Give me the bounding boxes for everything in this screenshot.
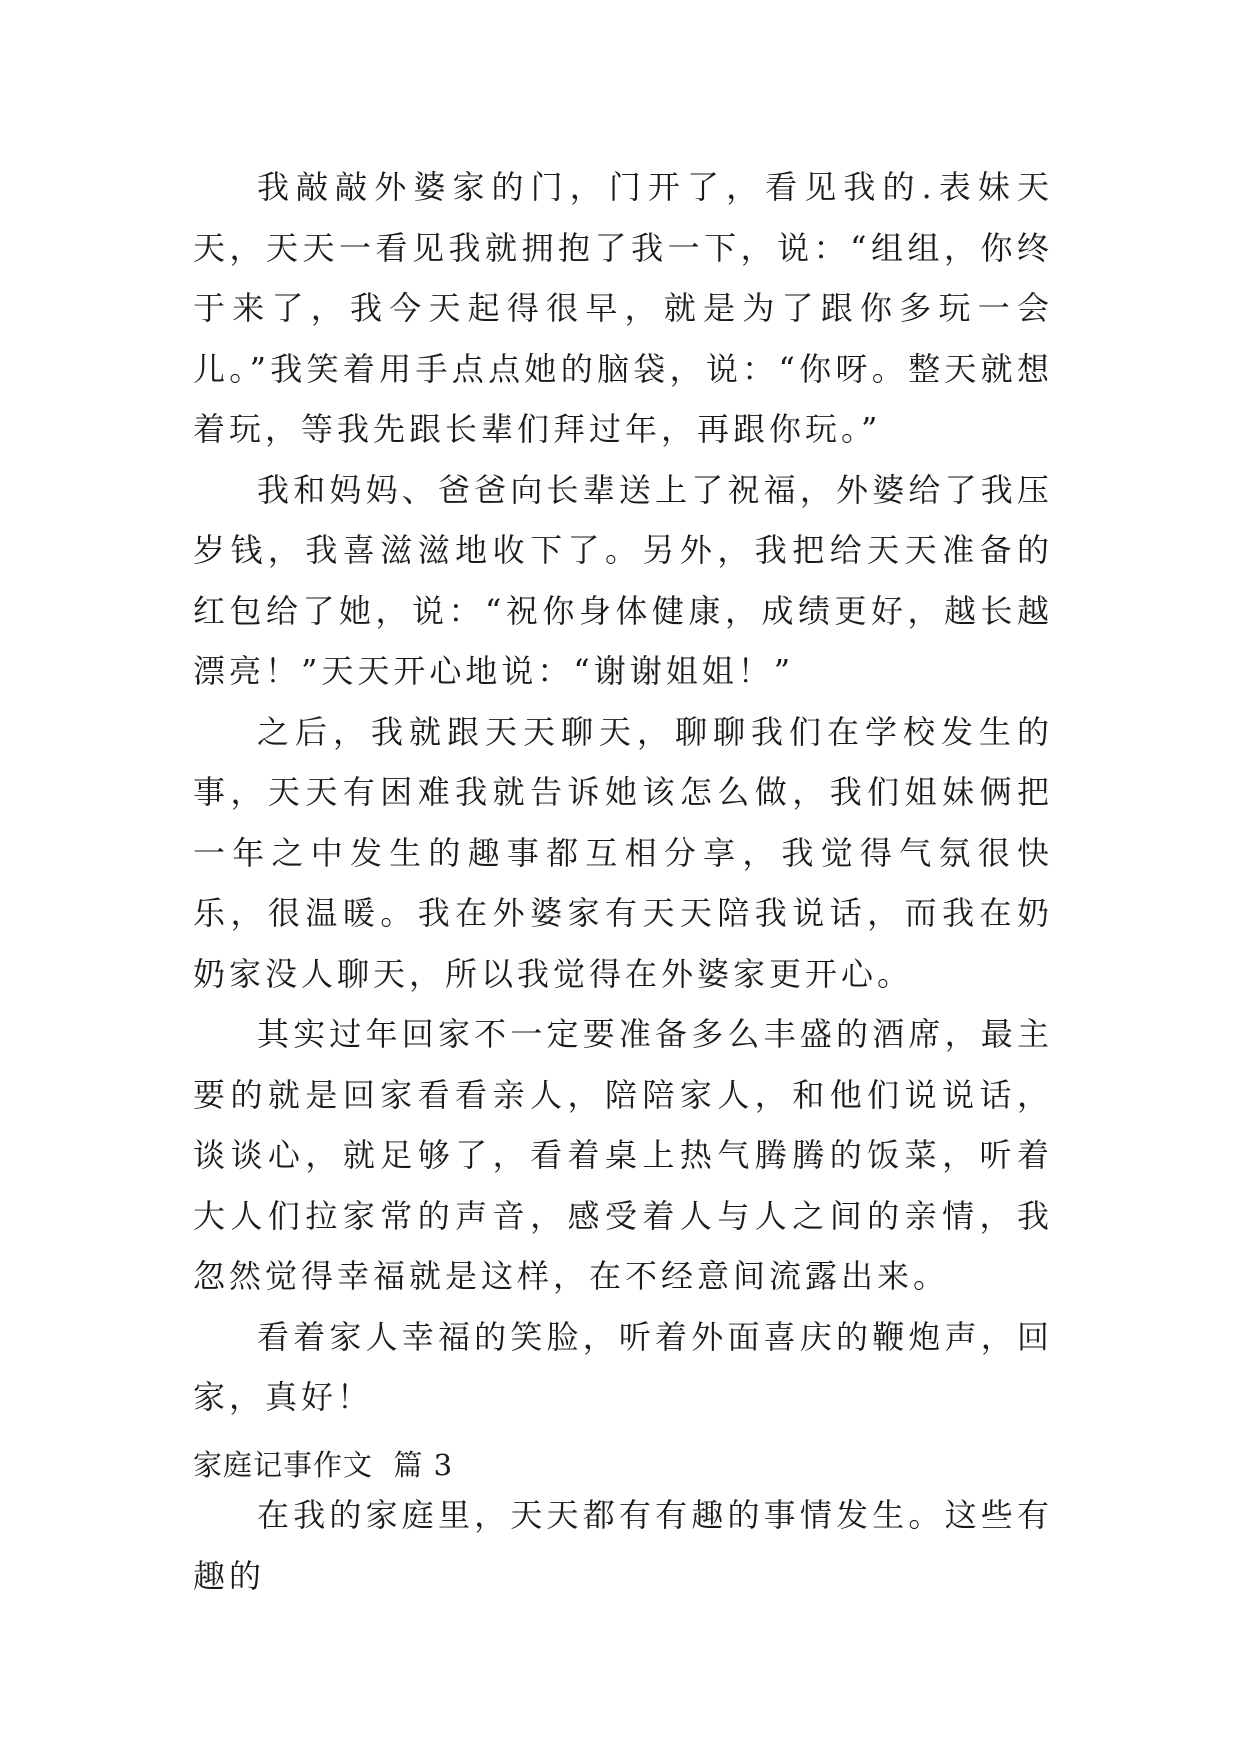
paragraph: 我敲敲外婆家的门，门开了，看见我的.表妹天天，天天一看见我就拥抱了我一下，说：“组组，你终于来了，我今天起得很早，就是为了跟你多玩一会儿。”我笑着用手点点她的脑袋，说：“你呀。整天就想着玩，等我先跟长辈们拜过年，再跟你玩。” xyxy=(193,168,1053,448)
paragraph: 其实过年回家不一定要准备多么丰盛的酒席，最主要的就是回家看看亲人，陪陪家人，和他们说说话，谈谈心，就足够了，看着桌上热气腾腾的饭菜，听着大人们拉家常的声音，感受着人与人之间的亲情，我忽然觉得幸福就是这样，在不经意间流露出来。 xyxy=(193,1015,1053,1295)
paragraph: 看着家人幸福的笑脸，听着外面喜庆的鞭炮声，回家，真好！ xyxy=(193,1317,1053,1416)
article-body xyxy=(193,157,1053,1428)
section-heading: 家庭记事作文 篇 3 xyxy=(193,1448,454,1482)
paragraph: 在我的家庭里，天天都有有趣的事情发生。这些有趣的 xyxy=(193,1496,1053,1595)
paragraph: 之后，我就跟天天聊天，聊聊我们在学校发生的事，天天有困难我就告诉她该怎么做，我们姐妹俩把一年之中发生的趣事都互相分享，我觉得气氛很快乐，很温暖。我在外婆家有天天陪我说话，而我在奶奶家没人聊天，所以我觉得在外婆家更开心。 xyxy=(193,712,1053,993)
paragraph: 我和妈妈、爸爸向长辈送上了祝福，外婆给了我压岁钱，我喜滋滋地收下了。另外，我把给天天准备的红包给了她，说：“祝你身体健康，成绩更好，越长越漂亮！”天天开心地说：“谢谢姐姐！” xyxy=(193,470,1053,690)
article-3-body xyxy=(193,1485,1053,1606)
